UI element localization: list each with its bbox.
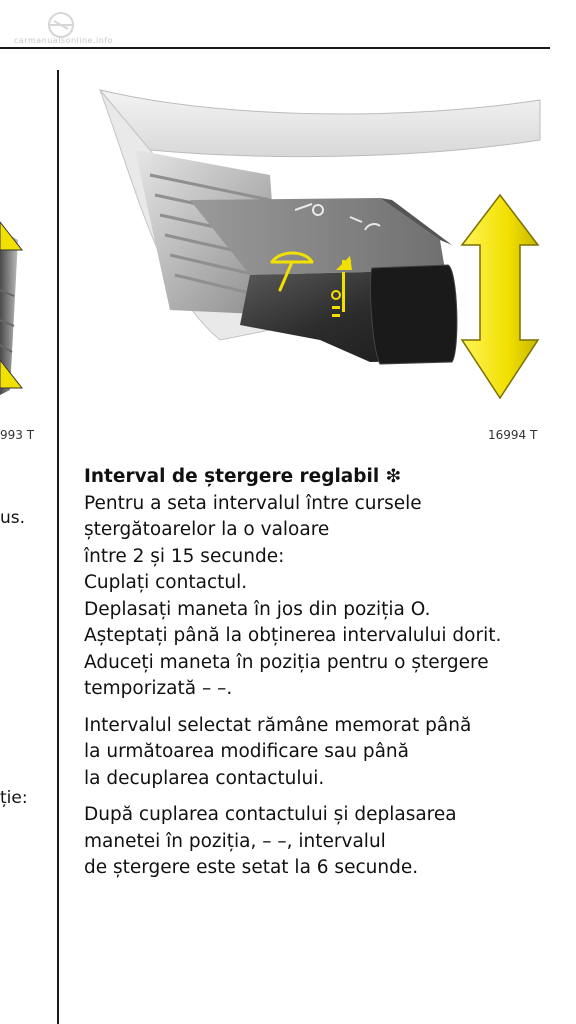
column-divider	[57, 70, 59, 1024]
left-text-fragment: us.	[0, 508, 26, 528]
section-title-text: Interval de ștergere reglabil	[84, 466, 380, 487]
left-figure-caption: 993 T	[0, 428, 35, 442]
paragraph-line: Aduceți maneta în poziția pentru o ștergere	[84, 651, 489, 673]
paragraph-default	[84, 802, 554, 882]
paragraph-line: manetei în poziția, – –, intervalul	[84, 830, 386, 852]
watermark: carmanualsonline.info	[14, 36, 114, 45]
figure-caption: 16994 T	[488, 428, 538, 442]
left-figure-fragment	[0, 90, 40, 420]
section-header	[84, 464, 554, 703]
paragraph-line: ștergătoarelor la o valoare	[84, 519, 330, 540]
paragraph-line: la următoarea modificare sau până	[84, 741, 409, 762]
wiper-stalk-illustration	[80, 80, 550, 420]
paragraph-line: între 2 și 15 secunde:	[84, 545, 285, 567]
paragraph-line: de ștergere este setat la 6 secunde.	[84, 857, 419, 878]
paragraph-memory	[84, 713, 554, 793]
snowflake-icon: ❇	[385, 466, 402, 487]
paragraph-line: Cuplați contactul.	[84, 572, 248, 593]
paragraph-line: la decuplarea contactului.	[84, 767, 325, 789]
left-text-fragment: ție:	[0, 788, 28, 808]
up-down-arrow-icon	[462, 195, 538, 398]
paragraph-line: Pentru a seta intervalul între cursele	[84, 492, 422, 514]
paragraph-line: Intervalul selectat rămâne memorat până	[84, 714, 472, 736]
paragraph-line: temporizată – –.	[84, 678, 233, 699]
section-title	[84, 466, 401, 487]
paragraph-line: Deplasați maneta în jos din poziția O.	[84, 598, 431, 620]
paragraph-line: După cuplarea contactului și deplasarea	[84, 804, 457, 825]
header-rule	[0, 47, 550, 49]
paragraph-line: Așteptați până la obținerea intervalului dorit.	[84, 625, 502, 646]
instruction-section	[84, 464, 554, 882]
